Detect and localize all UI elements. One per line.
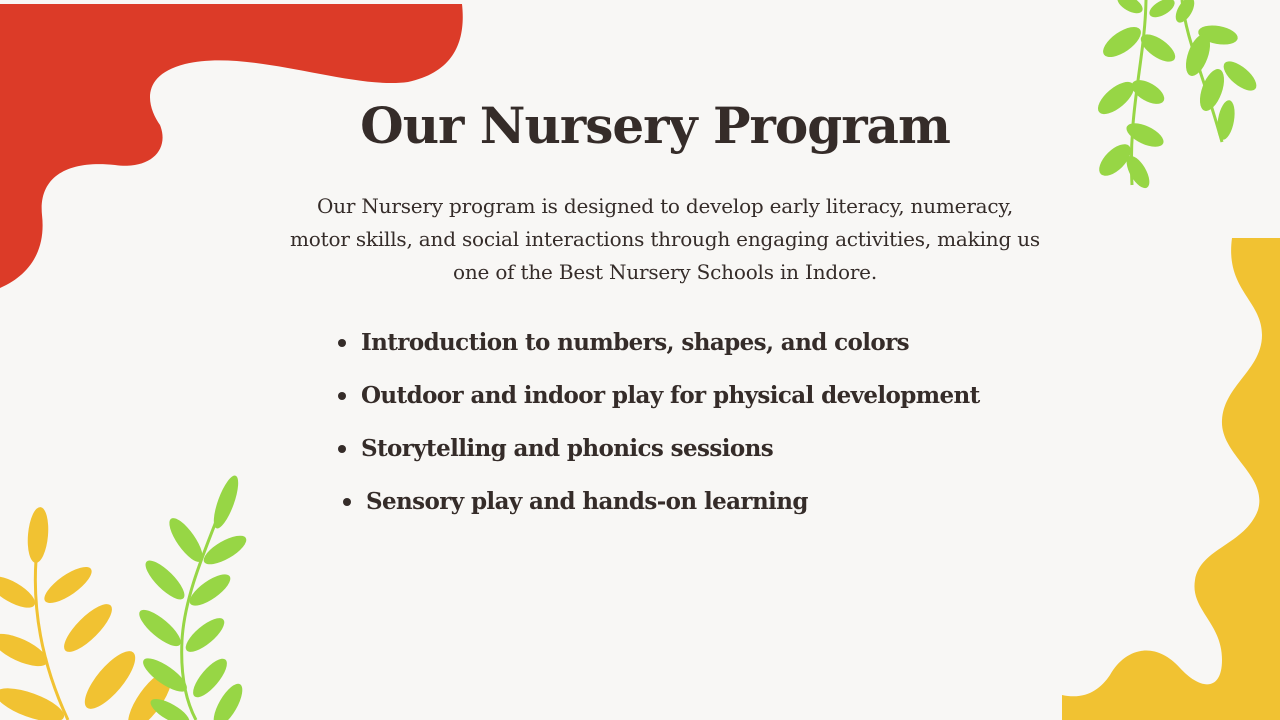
list-item-text: Sensory play and hands-on learning — [366, 488, 808, 515]
bullet-dot-icon — [338, 339, 346, 347]
list-item-text: Storytelling and phonics sessions — [361, 435, 774, 462]
bullet-dot-icon — [343, 498, 351, 506]
page-title: Our Nursery Program — [360, 96, 950, 155]
green-vine-top-right — [1093, 0, 1261, 192]
intro-paragraph: Our Nursery program is designed to develop early literacy, numeracy, motor skills, and social interactions through engaging activities, making us one of the Best Nursery Schools in Indore. — [290, 194, 1040, 284]
yellow-blob-shape — [1062, 238, 1280, 720]
list-item — [336, 323, 1036, 376]
bullet-dot-icon — [338, 445, 346, 453]
bullet-dot-icon — [338, 392, 346, 400]
list-item-text: Outdoor and indoor play for physical development — [361, 382, 980, 409]
program-bullet-list — [336, 323, 1036, 535]
list-item — [341, 482, 1036, 535]
list-item — [336, 376, 1036, 429]
list-item-text: Introduction to numbers, shapes, and colors — [361, 329, 910, 356]
list-item — [336, 429, 1036, 482]
